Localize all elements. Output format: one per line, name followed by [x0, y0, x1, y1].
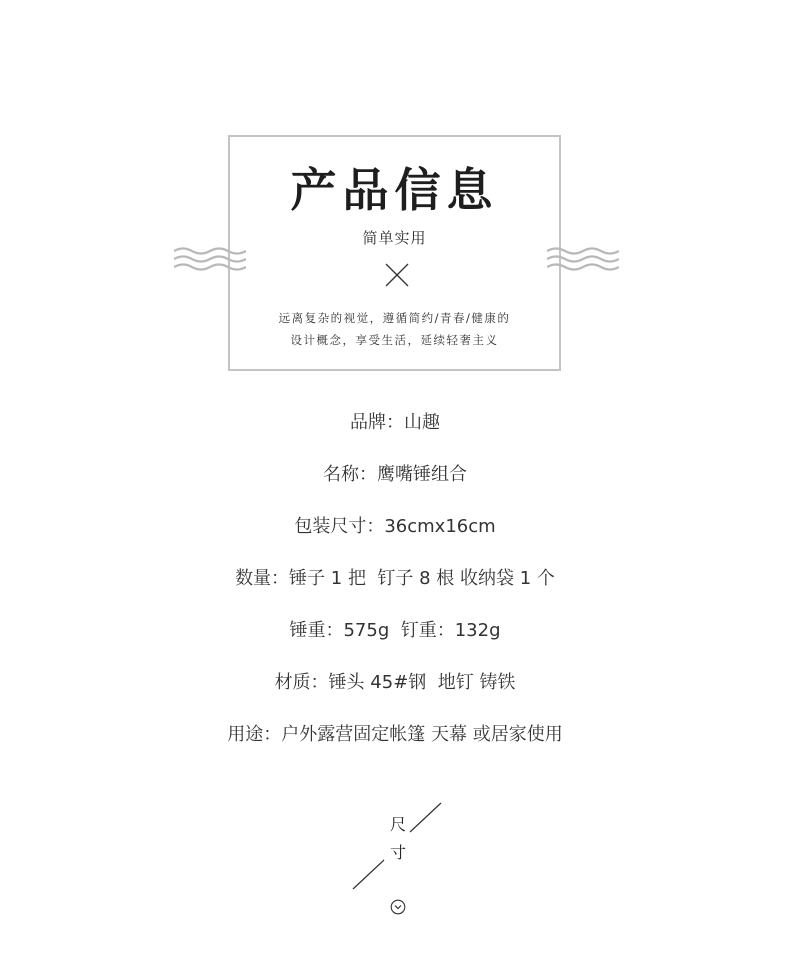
spec-weight: 锤重：575g 钉重：132g — [289, 620, 501, 641]
wave-decoration-icon — [547, 246, 619, 272]
page-subtitle: 简单实用 — [362, 229, 427, 247]
description-line: 设计概念，享受生活，延续轻奢主义 — [290, 333, 499, 347]
size-label-char: 寸 — [390, 843, 407, 862]
spec-name: 名称：鹰嘴锤组合 — [323, 464, 467, 485]
spec-usage: 用途：户外露营固定帐篷 天幕 或居家使用 — [227, 724, 563, 745]
spec-brand: 品牌：山趣 — [350, 412, 440, 433]
wave-decoration-icon — [174, 246, 246, 272]
product-info-card — [228, 135, 561, 371]
size-label-char: 尺 — [390, 815, 407, 834]
chevron-down-icon[interactable] — [390, 899, 406, 915]
description-line: 远离复杂的视觉，遵循简约/青春/健康的 — [278, 311, 511, 325]
size-section — [340, 800, 460, 930]
spec-package-size: 包装尺寸：36cmx16cm — [294, 516, 496, 537]
spec-list — [0, 405, 790, 769]
description — [230, 307, 559, 351]
page-title: 产品信息 — [290, 163, 499, 217]
spec-quantity: 数量：锤子 1 把 钉子 8 根 收纳袋 1 个 — [235, 568, 555, 589]
spec-material: 材质：锤头 45#钢 地钉 铸铁 — [274, 672, 516, 693]
cross-icon — [385, 263, 409, 287]
